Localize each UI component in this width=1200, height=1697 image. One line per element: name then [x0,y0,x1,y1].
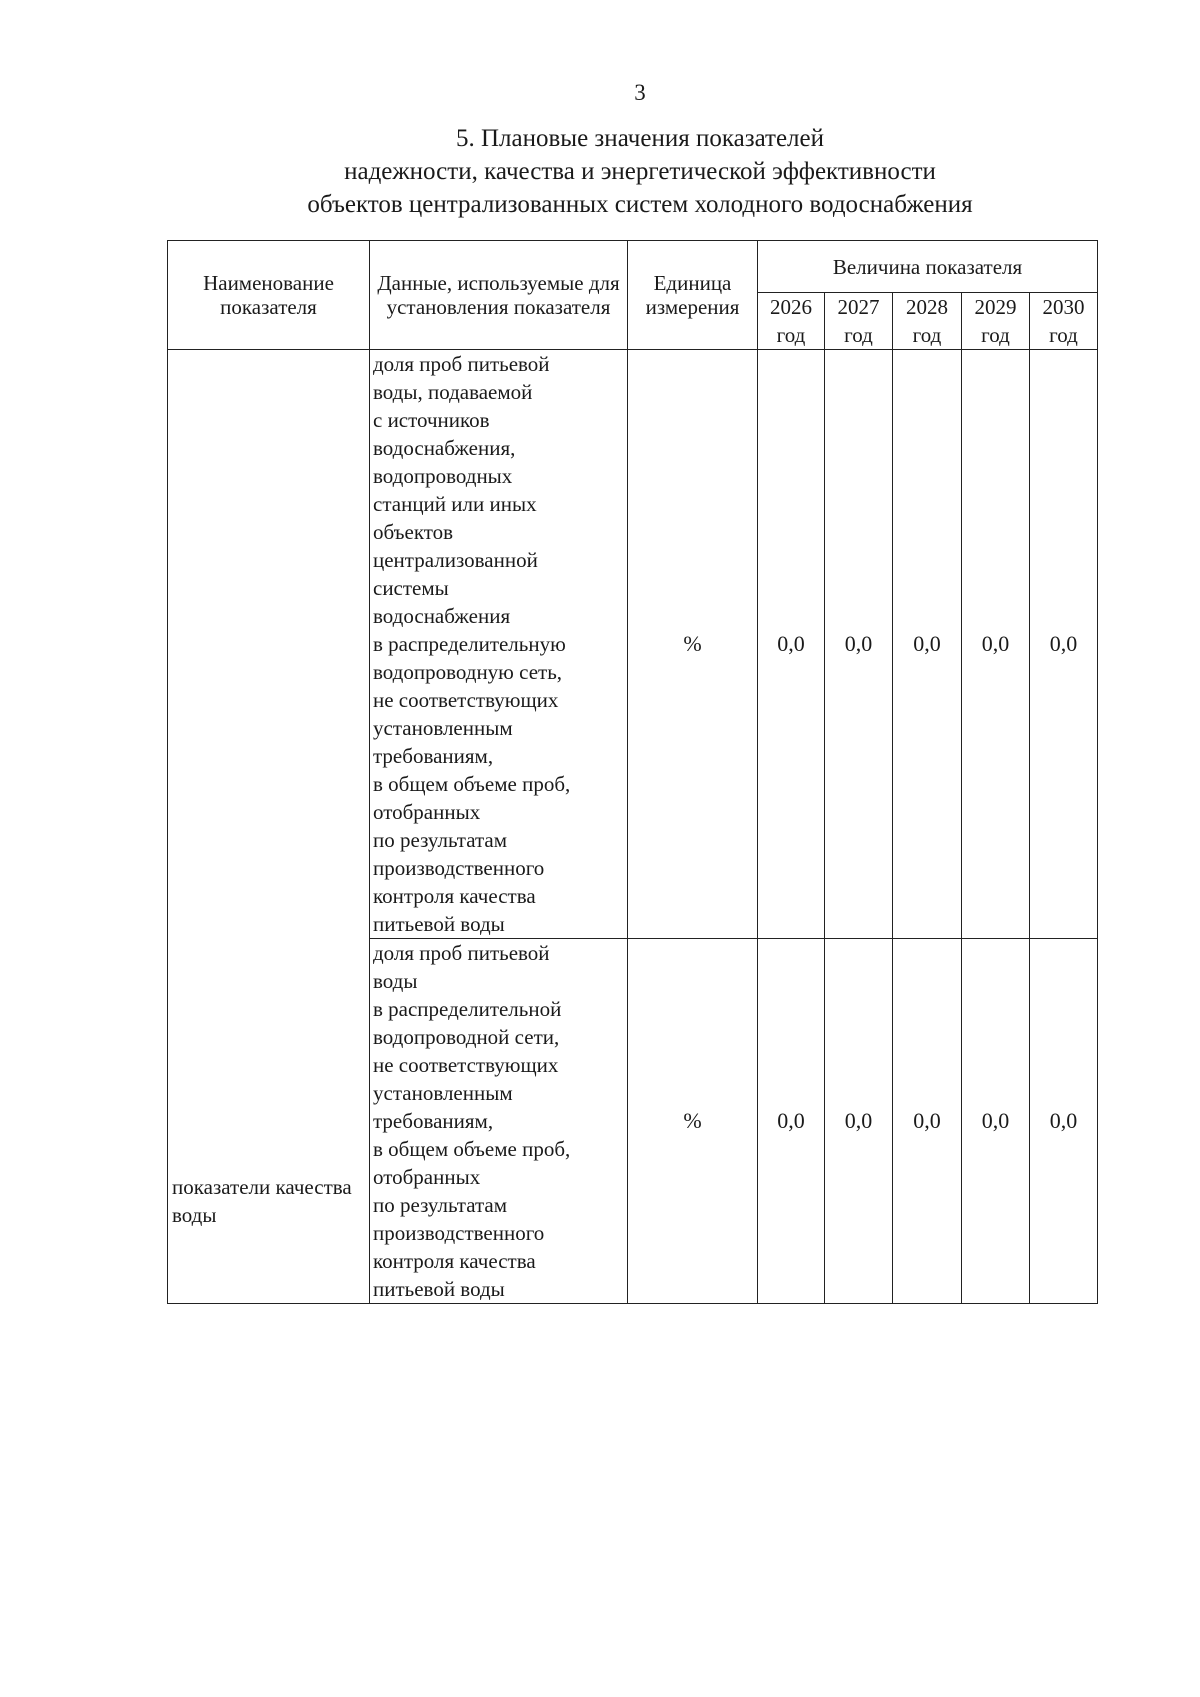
value-cell: 0,0 [758,350,825,939]
year-suffix: год [981,323,1010,347]
description-line: станций или иных [373,492,537,516]
value-cell: 0,0 [825,350,893,939]
section-title [0,122,1200,221]
group-name-cell: показатели качества воды [168,350,370,1304]
description-line: воды [373,969,418,993]
title-line: 5. Плановые значения показателей [455,125,825,152]
description-line: системы [373,576,449,600]
description-line: производственного [373,856,545,880]
indicators-table [167,240,1098,1304]
header-year-2029 [962,293,1030,350]
description-line: объектов [373,520,454,544]
value-cell: 0,0 [1030,350,1098,939]
header-value: Величина показателя [758,241,1098,293]
description-line: с источников [373,408,490,432]
title-line: объектов централизованных систем холодного водоснабжения [307,191,973,218]
value-cell: 0,0 [962,350,1030,939]
description-line: в распределительную [373,632,566,656]
year-number: 2027 [837,295,880,319]
header-year-2030 [1030,293,1098,350]
description-line: требованиям, [373,744,494,768]
unit-cell: % [628,939,758,1304]
description-line: воды, подаваемой [373,380,533,404]
value-cell: 0,0 [825,939,893,1304]
description-line: доля проб питьевой [373,352,550,376]
header-name: Наименование показателя [168,241,370,350]
value-cell: 0,0 [893,939,962,1304]
year-number: 2026 [770,295,812,319]
description-line: централизованной [373,548,538,572]
value-cell: 0,0 [1030,939,1098,1304]
description-line: производственного [373,1221,545,1245]
description-line: по результатам [373,1193,508,1217]
year-number: 2028 [906,295,948,319]
header-data: Данные, используемые для установления показателя [370,241,628,350]
description-line: водопроводную сеть, [373,660,563,684]
year-suffix: год [1049,323,1078,347]
year-suffix: год [912,323,942,347]
description-line: водопроводных [373,464,513,488]
description-line: в общем объеме проб, [373,772,571,796]
value-cell: 0,0 [893,350,962,939]
description-line: водопроводной сети, [373,1025,560,1049]
header-year-2027 [825,293,893,350]
header-year-2026 [758,293,825,350]
description-line: контроля качества [373,1249,536,1273]
description-line: в распределительной [373,997,562,1021]
unit-cell: % [628,350,758,939]
header-unit: Единица измерения [628,241,758,350]
description-line: водоснабжения [373,604,511,628]
description-lines [373,350,627,938]
title-line: надежности, качества и энергетической эффективности [344,158,936,185]
value-cell: 0,0 [758,939,825,1304]
description-line: контроля качества [373,884,536,908]
page-number: 3 [634,80,646,105]
year-suffix: год [776,323,806,347]
description-line: отобранных [373,1165,481,1189]
description-line: отобранных [373,800,481,824]
description-line: доля проб питьевой [373,941,550,965]
description-lines [373,939,627,1303]
description-line: питьевой воды [373,1277,505,1301]
description-line: установленным [373,716,513,740]
year-number: 2029 [974,295,1017,319]
header-year-2028 [893,293,962,350]
value-cell: 0,0 [962,939,1030,1304]
description-line: требованиям, [373,1109,494,1133]
description-cell [370,350,628,939]
description-line: питьевой воды [373,912,505,936]
description-line: в общем объеме проб, [373,1137,571,1161]
year-suffix: год [844,323,873,347]
year-number: 2030 [1042,295,1085,319]
description-cell [370,939,628,1304]
description-line: водоснабжения, [373,436,516,460]
description-line: по результатам [373,828,508,852]
table-row [168,350,1098,939]
description-line: установленным [373,1081,513,1105]
description-line: не соответствующих [373,688,559,712]
description-line: не соответствующих [373,1053,559,1077]
